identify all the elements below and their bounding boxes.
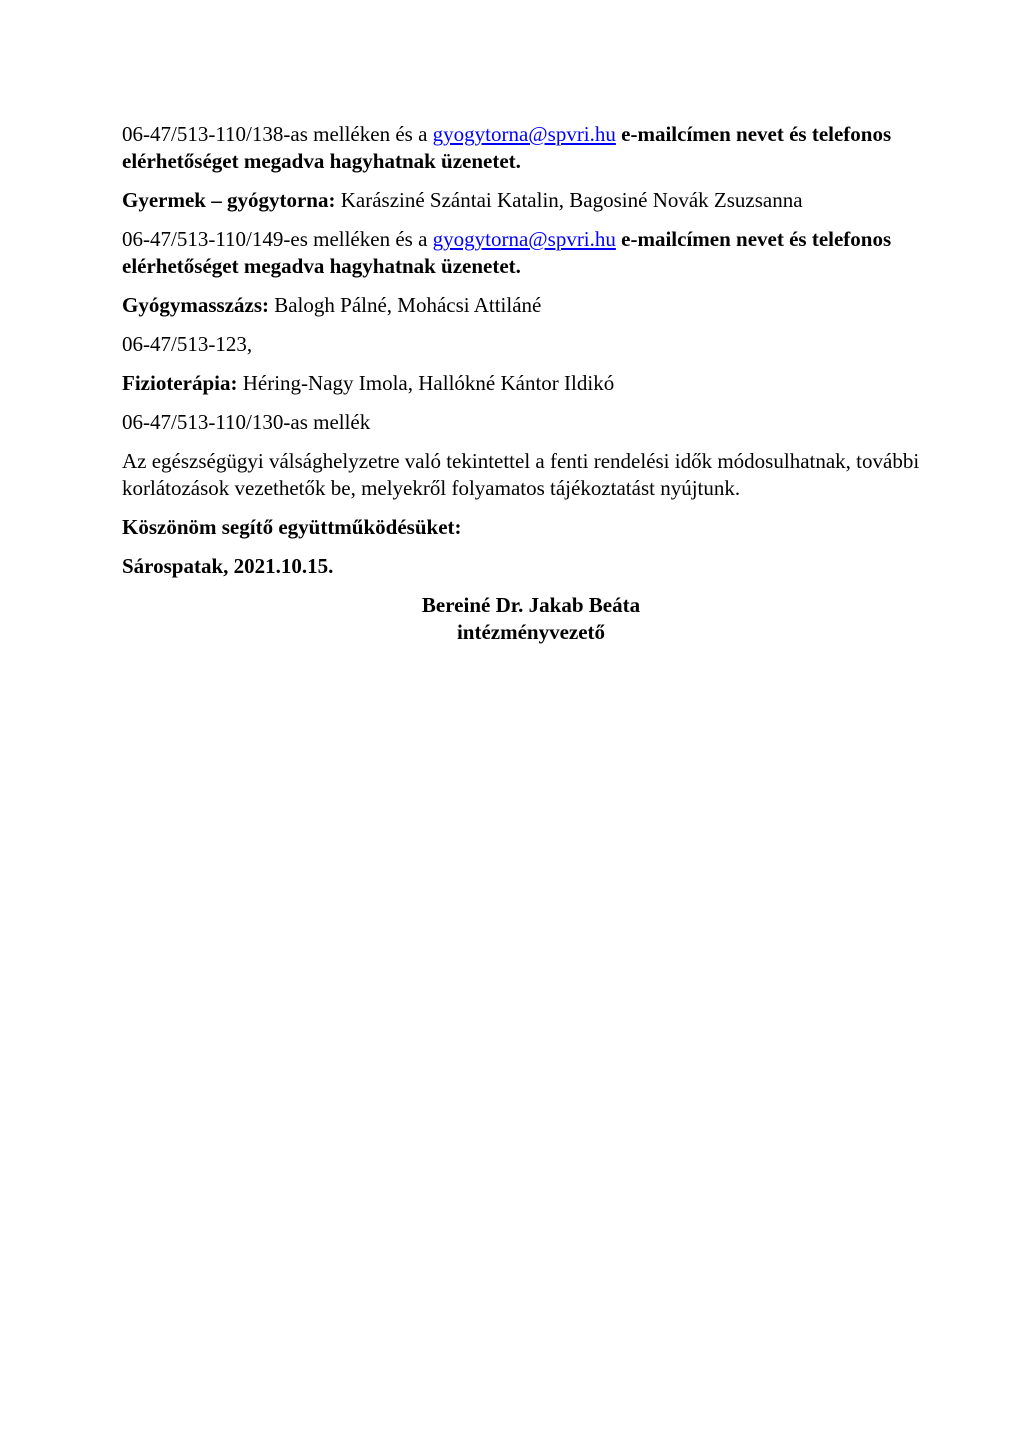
service-label: Gyermek – gyógytorna: bbox=[122, 188, 336, 212]
paragraph-adult-gyogytorna-contact bbox=[122, 121, 940, 175]
paragraph-place-date bbox=[122, 553, 940, 580]
paragraph-fizioterapia-phone bbox=[122, 409, 940, 436]
email-link[interactable]: gyogytorna@spvri.hu bbox=[432, 122, 616, 146]
service-label: Gyógymasszázs: bbox=[122, 293, 269, 317]
paragraph-thanks bbox=[122, 514, 940, 541]
thanks-text: Köszönöm segítő együttműködésüket: bbox=[122, 515, 462, 539]
notice-text: Az egészségügyi válsághelyzetre való tekintettel a fenti rendelési idők módosulhatnak, további korlátozások vezethetők be, melyekről folyamatos tájékoztatást nyújtunk. bbox=[122, 449, 920, 500]
place-date-text: Sárospatak, 2021.10.15. bbox=[122, 554, 334, 578]
paragraph-gyogymasszazs-phone bbox=[122, 331, 940, 358]
phone-extension-text: 06-47/513-110/130-as mellék bbox=[122, 410, 371, 434]
paragraph-gyermek-contact bbox=[122, 226, 940, 280]
contact-instruction-text: e-mailcímen nevet és telefonos elérhetőséget megadva hagyhatnak üzenetet. bbox=[122, 122, 892, 173]
staff-names: Karásziné Szántai Katalin, Bagosiné Novák Zsuzsanna bbox=[335, 188, 803, 212]
phone-number-text: 06-47/513-123, bbox=[122, 332, 253, 356]
paragraph-emergency-notice bbox=[122, 448, 940, 502]
phone-extension-text: 06-47/513-110/138-as melléken és a bbox=[122, 122, 433, 146]
staff-names: Héring-Nagy Imola, Hallókné Kántor Ildikó bbox=[237, 371, 615, 395]
paragraph-fizioterapia bbox=[122, 370, 940, 397]
paragraph-gyermek-gyogytorna bbox=[122, 187, 940, 214]
contact-instruction-text: e-mailcímen nevet és telefonos elérhetőséget megadva hagyhatnak üzenetet. bbox=[122, 227, 892, 278]
email-link[interactable]: gyogytorna@spvri.hu bbox=[432, 227, 616, 251]
document-content bbox=[0, 0, 1024, 646]
staff-names: Balogh Pálné, Mohácsi Attiláné bbox=[268, 293, 542, 317]
paragraph-gyogymasszazs bbox=[122, 292, 940, 319]
service-label: Fizioterápia: bbox=[122, 371, 238, 395]
signature-block bbox=[122, 592, 940, 646]
phone-extension-text: 06-47/513-110/149-es melléken és a bbox=[122, 227, 433, 251]
signature-title: intézményvezető bbox=[456, 620, 606, 644]
signature-name: Bereiné Dr. Jakab Beáta bbox=[421, 593, 641, 617]
